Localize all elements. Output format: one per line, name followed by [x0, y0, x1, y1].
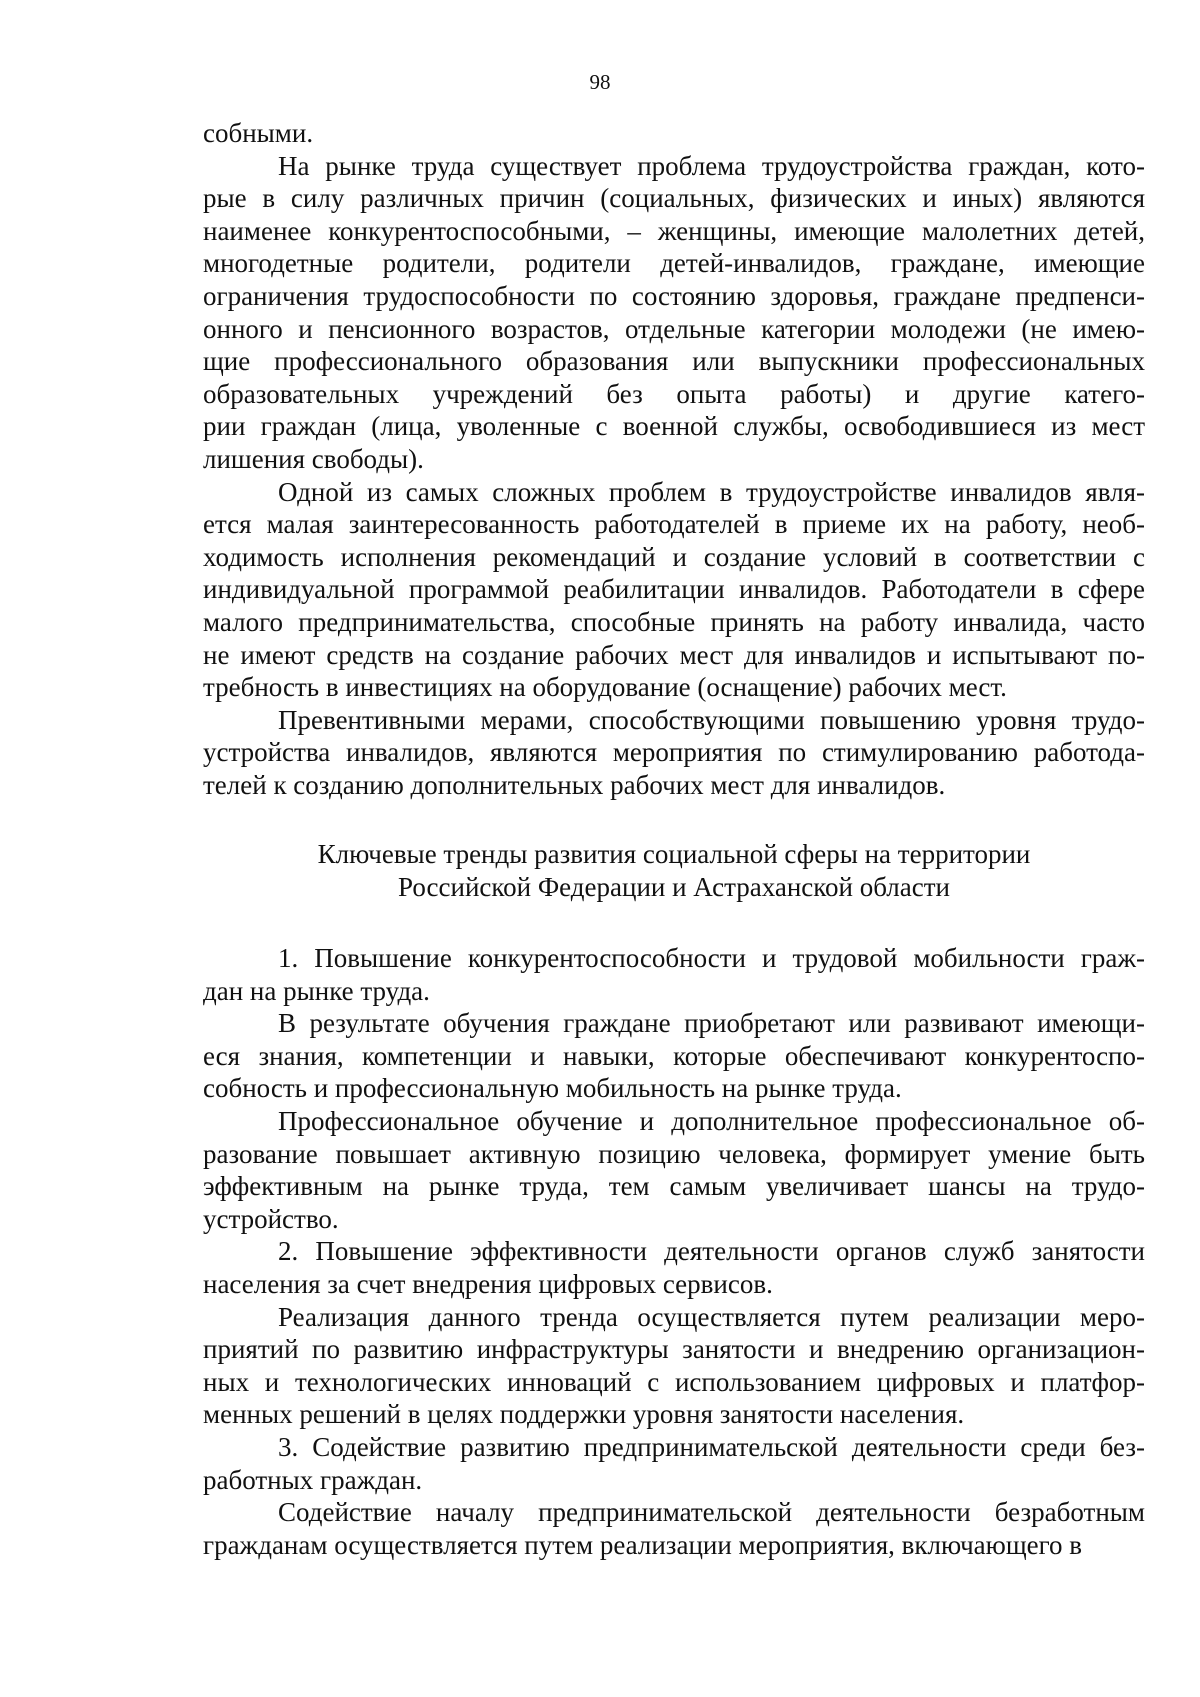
- paragraph-line: ходимость исполнения рекомендаций и создание условий в соответствии с: [203, 541, 1145, 572]
- paragraph-line: приятий по развитию инфраструктуры занятости и внедрению организацион-: [203, 1334, 1145, 1365]
- heading-line: Российской Федерации и Астраханской области: [398, 872, 950, 902]
- paragraph-line: ных и технологических инноваций с использованием цифровых и платфор-: [203, 1366, 1145, 1397]
- paragraph-line: наименее конкурентоспособными, – женщины, имеющие малолетних детей,: [203, 215, 1145, 246]
- paragraph-line: рые в силу различных причин (социальных, физических и иных) являются: [203, 183, 1145, 214]
- body-text-top: [203, 117, 1145, 801]
- heading-line: Ключевые тренды развития социальной сферы на территории: [317, 839, 1031, 869]
- paragraph-line: разование повышает активную позицию человека, формирует умение быть: [203, 1138, 1145, 1169]
- paragraph-line: многодетные родители, родители детей-инвалидов, граждане, имеющие: [203, 248, 1145, 279]
- paragraph-line: работных граждан.: [203, 1464, 423, 1495]
- paragraph-line: ограничения трудоспособности по состоянию здоровья, граждане предпенси-: [203, 280, 1145, 311]
- paragraph-line: собными.: [203, 118, 314, 148]
- paragraph-line: щие профессионального образования или выпускники профессиональных: [203, 346, 1145, 377]
- paragraph-line: Профессиональное обучение и дополнительное профессиональное об-: [278, 1105, 1145, 1136]
- paragraph-line: Содействие началу предпринимательской деятельности безработным: [278, 1497, 1145, 1528]
- paragraph-line: 1. Повышение конкурентоспособности и трудовой мобильности граж-: [278, 943, 1145, 973]
- section-heading: [203, 838, 1145, 904]
- paragraph-line: гражданам осуществляется путем реализации мероприятия, включающего в: [203, 1529, 1083, 1560]
- paragraph-line: ется малая заинтересованность работодателей в приеме их на работу, необ-: [203, 509, 1145, 540]
- paragraph-line: индивидуальной программой реабилитации инвалидов. Работодатели в сфере: [203, 574, 1145, 605]
- paragraph-line: На рынке труда существует проблема трудоустройства граждан, кото-: [278, 150, 1145, 181]
- paragraph-line: собность и профессиональную мобильность на рынке труда.: [203, 1073, 902, 1104]
- paragraph-line: малого предпринимательства, способные принять на работу инвалида, часто: [203, 606, 1145, 637]
- paragraph-line: Одной из самых сложных проблем в трудоустройстве инвалидов явля-: [278, 476, 1145, 507]
- paragraph-line: не имеют средств на создание рабочих мест для инвалидов и испытывают по-: [203, 639, 1145, 670]
- paragraph-line: эффективным на рынке труда, тем самым увеличивает шансы на трудо-: [203, 1171, 1145, 1202]
- paragraph-line: образовательных учреждений без опыта работы) и другие катего-: [203, 378, 1145, 409]
- paragraph-line: устройства инвалидов, являются мероприятия по стимулированию работода-: [203, 737, 1145, 768]
- paragraph-line: населения за счет внедрения цифровых сервисов.: [203, 1268, 773, 1299]
- paragraph-line: устройство.: [203, 1203, 339, 1234]
- paragraph-line: телей к созданию дополнительных рабочих мест для инвалидов.: [203, 769, 946, 800]
- paragraph-line: дан на рынке труда.: [203, 975, 430, 1006]
- paragraph-line: Реализация данного тренда осуществляется путем реализации меро-: [278, 1301, 1145, 1332]
- paragraph-line: требность в инвестициях на оборудование (оснащение) рабочих мест.: [203, 672, 1007, 703]
- paragraph-line: лишения свободы).: [203, 443, 424, 474]
- paragraph-line: рии граждан (лица, уволенные с военной службы, освободившиеся из мест: [203, 411, 1145, 442]
- paragraph-line: В результате обучения граждане приобретают или развивают имеющи-: [278, 1008, 1145, 1039]
- paragraph-line: 2. Повышение эффективности деятельности органов служб занятости: [278, 1236, 1145, 1267]
- paragraph-line: Превентивными мерами, способствующими повышению уровня трудо-: [278, 704, 1145, 735]
- paragraph-line: 3. Содействие развитию предпринимательской деятельности среди без-: [278, 1431, 1145, 1462]
- paragraph-line: еся знания, компетенции и навыки, которые обеспечивают конкурентоспо-: [203, 1040, 1145, 1071]
- page-number: 98: [589, 70, 611, 94]
- paragraph-line: онного и пенсионного возрастов, отдельные категории молодежи (не имею-: [203, 313, 1145, 344]
- paragraph-line: менных решений в целях поддержки уровня занятости населения.: [203, 1399, 965, 1430]
- body-text-bottom: [203, 942, 1145, 1561]
